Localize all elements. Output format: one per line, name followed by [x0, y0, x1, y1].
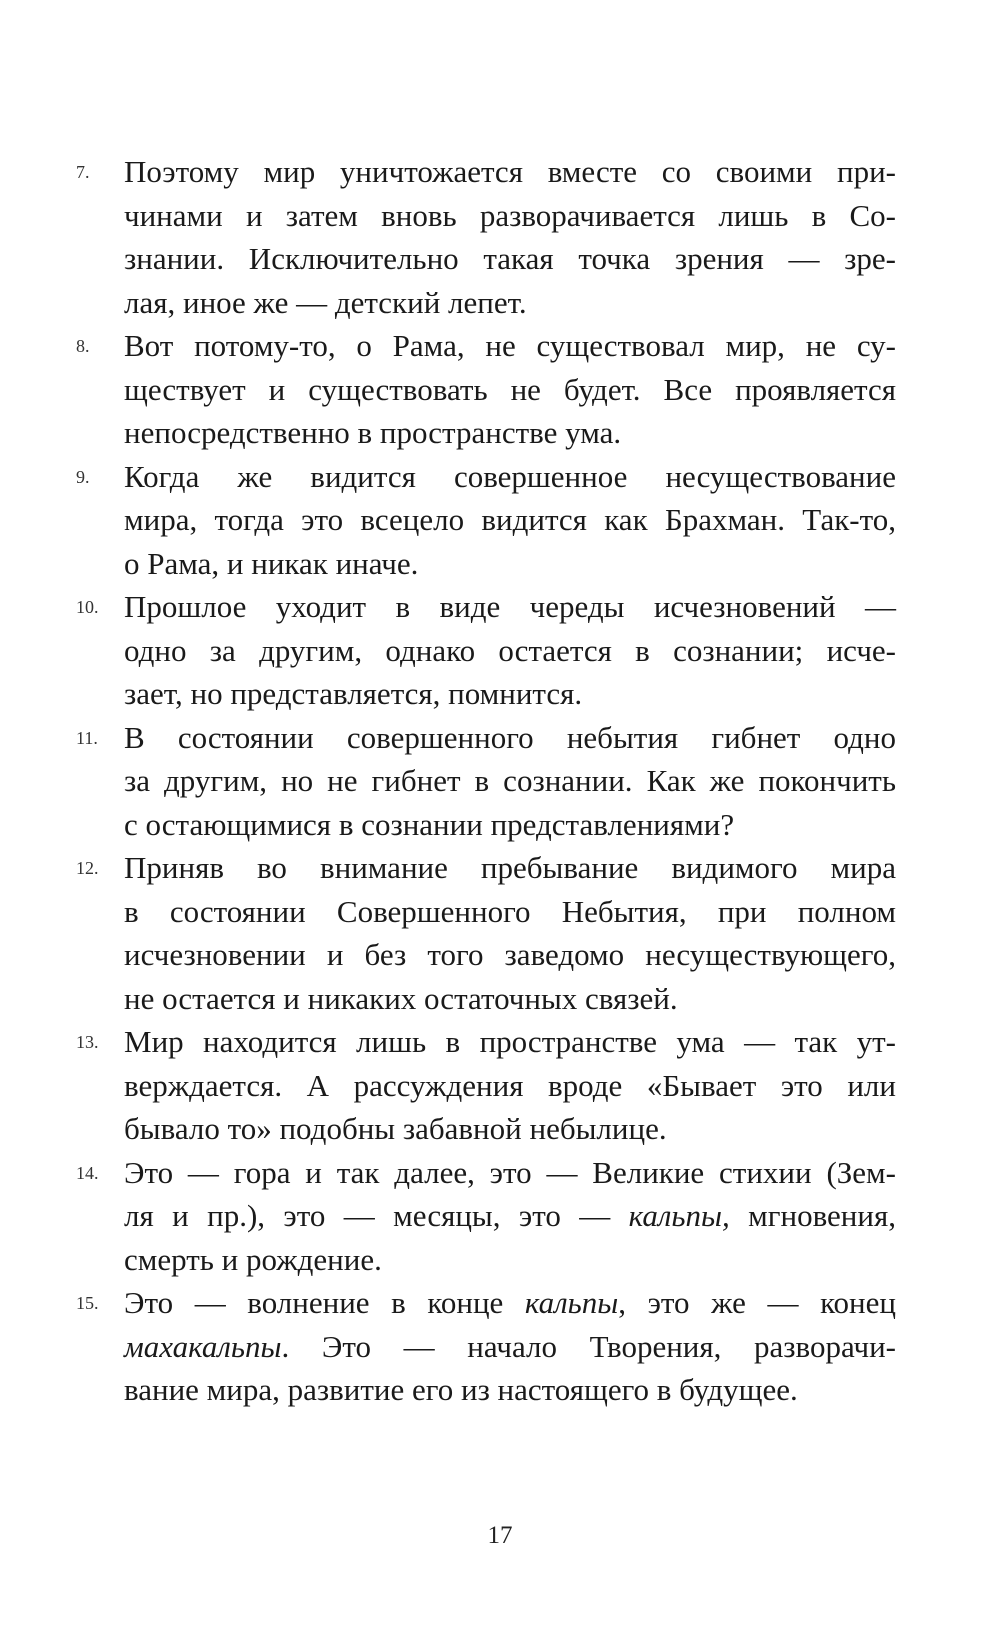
text-run: мгновения, [729, 1198, 896, 1233]
text-run: . Это — начало Творения, разворачи- [281, 1328, 896, 1364]
text-run: , это же — конец [618, 1285, 896, 1320]
text-run: ля и пр.), это — месяцы, это — [124, 1198, 629, 1233]
verse-line: зает, но представляется, помнится. [124, 676, 583, 711]
italic-term: махакальпы [124, 1328, 282, 1364]
verse-number: 10. [76, 597, 99, 617]
verse-line: Приняв во внимание пребывание видимого мира [124, 850, 896, 885]
verse-line: знании. Исключительно такая точка зрения — зре- [124, 241, 896, 276]
verse-number: 9. [76, 466, 90, 487]
verse-line: мира, тогда это всецело видится как Брахман. Так-то, [124, 502, 896, 537]
verse-number: 7. [76, 162, 90, 182]
verse-line: непосредственно в пространстве ума. [124, 415, 622, 450]
verse-line [124, 1368, 896, 1412]
verse-15 [76, 1281, 896, 1412]
verse-line: за другим, но не гибнет в сознании. Как же покончить [124, 763, 896, 798]
verse-line: в состоянии Совершенного Небытия, при полном [124, 893, 896, 929]
verse-line: Прошлое уходит в виде череды исчезновений — [124, 589, 896, 624]
verse-line [124, 1238, 896, 1282]
verse-line: В состоянии совершенного небытия гибнет одно [124, 719, 896, 755]
verse-line [124, 1281, 896, 1325]
verse-line [124, 1194, 896, 1238]
verse-7 [76, 150, 896, 324]
verse-number: 14. [76, 1162, 99, 1183]
verse-10 [76, 585, 896, 716]
verse-line: Вот потому-то, о Рама, не существовал мир, не су- [124, 328, 896, 363]
text-run: Это — волнение в конце [124, 1285, 525, 1320]
verse-number: 12. [76, 858, 99, 878]
verse-9 [76, 455, 896, 586]
verse-line [124, 1151, 896, 1195]
italic-term: кальпы, [628, 1198, 730, 1233]
verse-number: 8. [76, 336, 90, 356]
verse-number: 15. [76, 1293, 99, 1313]
verse-line: верждается. А рассуждения вроде «Бывает это или [124, 1067, 896, 1103]
verse-line: бывало то» подобны забавной небылице. [124, 1111, 667, 1146]
verse-line: о Рама, и никак иначе. [124, 545, 419, 581]
verse-line: Поэтому мир уничтожается вместе со своими при- [124, 154, 896, 189]
italic-term: кальпы [524, 1285, 619, 1320]
verse-11 [76, 716, 896, 847]
verse-line: одно за другим, однако остается в сознании; исче- [124, 632, 896, 668]
verse-8 [76, 324, 896, 455]
verse-line: не остается и никаких остаточных связей. [124, 980, 678, 1016]
verse-line: исчезновении и без того заведомо несуществующего, [124, 937, 896, 972]
verse-line: с остающимися в сознании представлениями? [124, 806, 735, 842]
text-run: Это — гора и так далее, это — Великие стихии (Зем- [124, 1154, 896, 1190]
verse-line: Когда же видится совершенное несуществование [124, 458, 896, 494]
verse-number: 13. [76, 1032, 99, 1052]
text-run: вание мира, развитие его из настоящего в будущее. [124, 1372, 798, 1407]
verse-line [124, 1325, 896, 1369]
verse-13 [76, 1020, 896, 1151]
verse-list [76, 150, 896, 1412]
page-number: 17 [487, 1522, 513, 1549]
verse-line: лая, иное же — детский лепет. [124, 284, 527, 320]
verse-line: Мир находится лишь в пространстве ума — так ут- [124, 1024, 896, 1059]
verse-line: ществует и существовать не будет. Все проявляется [124, 371, 896, 407]
verse-12 [76, 846, 896, 1020]
verse-number: 11. [76, 727, 98, 748]
text-run: смерть и рождение. [124, 1241, 382, 1277]
verse-line: чинами и затем вновь разворачивается лишь в Со- [124, 197, 896, 233]
verse-14 [76, 1151, 896, 1282]
